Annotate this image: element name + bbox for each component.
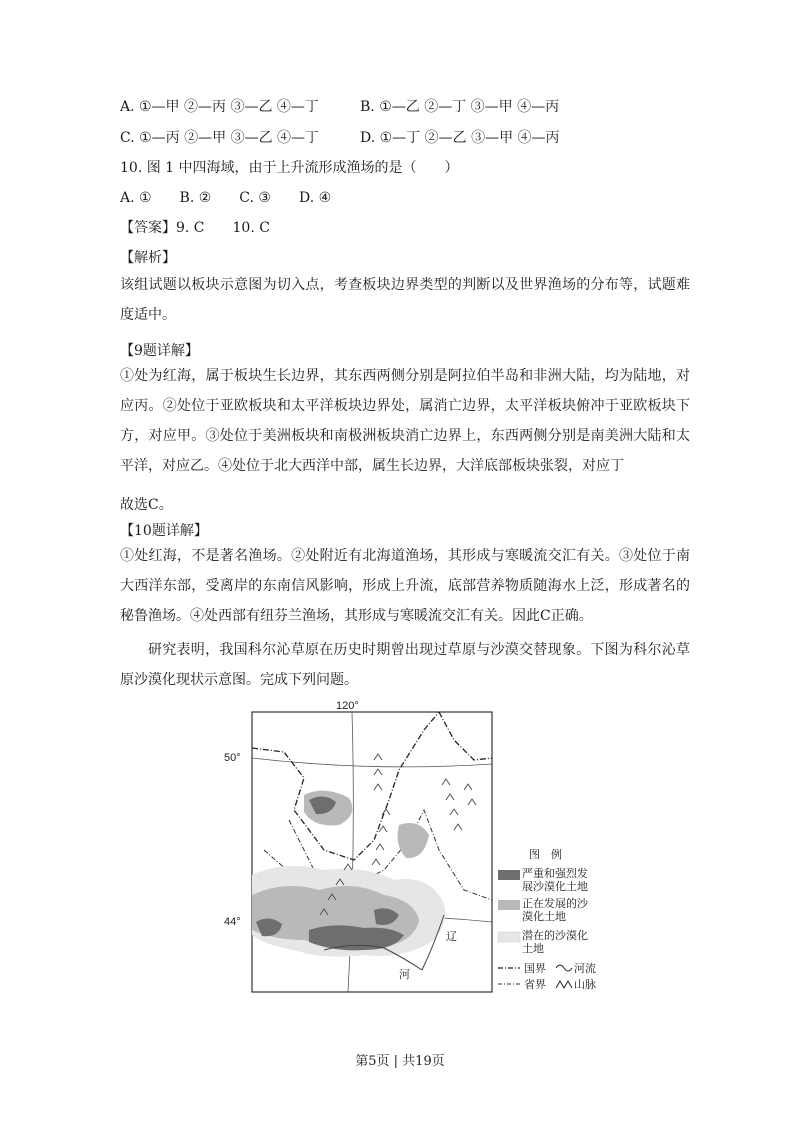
q9-option-a: A. ①—甲 ②—丙 ③—乙 ④—丁 — [120, 99, 319, 115]
q10-detail — [120, 541, 690, 631]
legend-border: 国界 — [524, 962, 546, 975]
q9-detail-paragraph: ①处为红海，属于板块生长边界，其东西两侧分别是阿拉伯半岛和非洲大陆，均为陆地，对应丙。②处位于亚欧板块和太平洋板块边界处，属消亡边界，太平洋板块俯冲于亚欧板块下方，对应甲。③处位于美洲板块和南极洲板块消亡边界上，东西两侧分别是南美洲大陆和太平洋，对应乙。④处位于北大西洋中部，属生长边界，大洋底部板块张裂，对应丁 — [120, 368, 690, 474]
q9-option-c: C. ①—丙 ②—甲 ③—乙 ④—丁 — [120, 130, 320, 146]
legend-mountain: 山脉 — [574, 978, 596, 991]
q10-stem: 10. 图 1 中四海域，由于上升流形成渔场的是（ ） — [120, 160, 459, 176]
lat-label-bottom: 44° — [224, 916, 241, 928]
intro — [120, 635, 690, 695]
legend-developing: 正在发展的沙漠化土地 — [522, 897, 588, 923]
answer-line: 【答案】9. C 10. C — [120, 220, 270, 236]
q9-detail — [120, 361, 690, 481]
lon-label: 120° — [336, 700, 359, 712]
q9-detail-label: 【9题详解】 — [120, 343, 199, 359]
analysis-label: 【解析】 — [120, 250, 176, 266]
legend-title: 图 例 — [529, 848, 562, 861]
legend-swatch-severe — [498, 870, 520, 880]
analysis-text — [120, 270, 690, 330]
legend-river: 河流 — [574, 962, 596, 975]
legend-mountain-icon — [556, 981, 572, 988]
lat-label-top: 50° — [224, 752, 241, 764]
page-footer: 第5页 | 共19页 — [355, 1054, 445, 1069]
q9-conclusion: 故选C。 — [120, 497, 173, 513]
intro-paragraph: 研究表明，我国科尔沁草原在历史时期曾出现过草原与沙漠交替现象。下图为科尔沁草原沙漠化现状示意图。完成下列问题。 — [120, 642, 690, 688]
q10-detail-label: 【10题详解】 — [120, 523, 208, 539]
analysis-paragraph: 该组试题以板块示意图为切入点，考查板块边界类型的判断以及世界渔场的分布等，试题难度适中。 — [120, 277, 690, 323]
legend-river-icon — [556, 965, 572, 971]
legend-swatch-potential — [498, 932, 520, 942]
legend-potential: 潜在的沙漠化土地 — [522, 929, 588, 955]
horqin-map — [224, 700, 624, 1000]
river-label-1: 辽 — [446, 930, 457, 943]
q9-option-b: B. ①—乙 ②—丁 ③—甲 ④—丙 — [360, 99, 560, 115]
map-svg — [224, 700, 624, 1000]
river-label-2: 河 — [399, 968, 410, 981]
q10-options: A. ① B. ② C. ③ D. ④ — [120, 190, 332, 206]
legend-province: 省界 — [524, 978, 546, 991]
legend-swatch-developing — [498, 900, 520, 910]
q9-option-d: D. ①—丁 ②—乙 ③—甲 ④—丙 — [360, 130, 560, 146]
q10-detail-paragraph: ①处红海，不是著名渔场。②处附近有北海道渔场，其形成与寒暖流交汇有关。③处位于南大西洋东部，受离岸的东南信风影响，形成上升流，底部营养物质随海水上泛，形成著名的秘鲁渔场。④处西部有纽芬兰渔场，其形成与寒暖流交汇有关。因此C正确。 — [120, 548, 690, 624]
legend-severe: 严重和强烈发展沙漠化土地 — [522, 867, 588, 893]
